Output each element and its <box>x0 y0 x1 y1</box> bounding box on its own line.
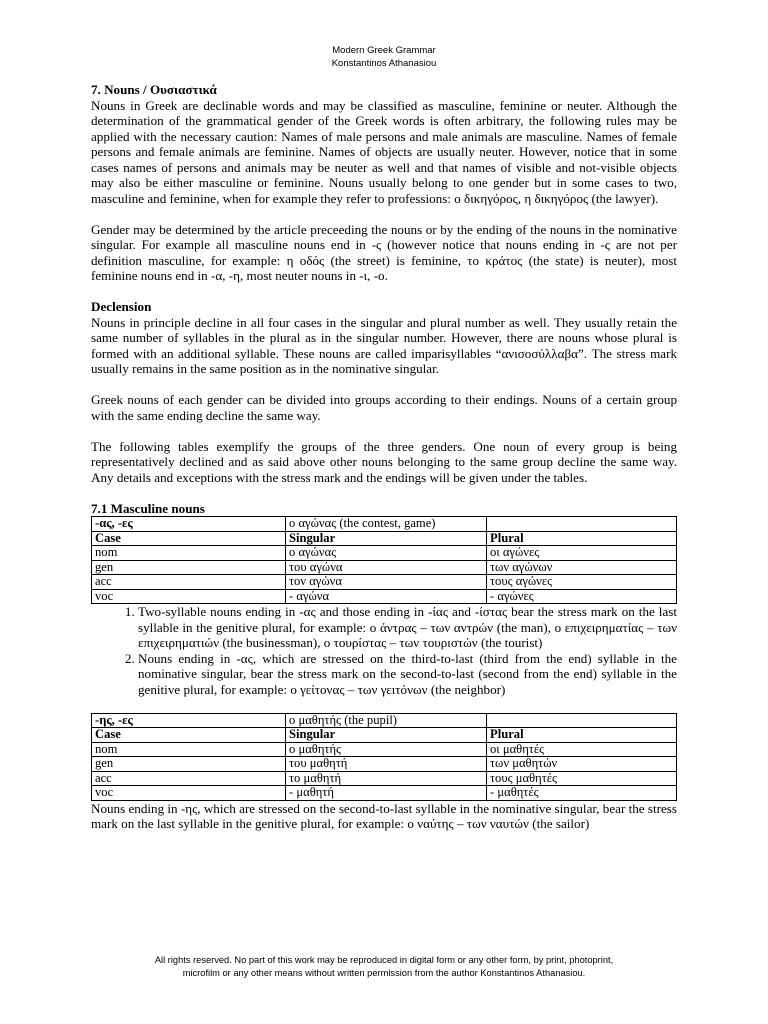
table-cell: των αγώνων <box>487 560 677 575</box>
table-row <box>92 560 677 575</box>
table-cell: nom <box>92 742 286 757</box>
table-row <box>92 589 677 604</box>
table-example: ο μαθητής (the pupil) <box>286 713 487 728</box>
declension-table-as <box>91 516 677 604</box>
table-cell: τον αγώνα <box>286 575 487 590</box>
declension-table-is <box>91 713 677 801</box>
table-header-plural: Plural <box>487 728 677 743</box>
document-body <box>91 82 677 832</box>
table-row <box>92 771 677 786</box>
table-cell: - αγώνα <box>286 589 487 604</box>
table-cell: nom <box>92 546 286 561</box>
table-header-case: Case <box>92 531 286 546</box>
table-cell: gen <box>92 560 286 575</box>
table-cell: gen <box>92 757 286 772</box>
copyright-footer <box>0 954 768 980</box>
list-item: 2. Nouns ending in -ας, which are stressed on the third-to-last (third from the end) syllable in the nominative singular, bear the stress mark on the second-to-last (second from the end) syllable in the genitive plural, for example: ο γείτονας – των γειτόνων (the neighbor) <box>138 651 677 698</box>
table-ending: -ης, -ες <box>92 713 286 728</box>
list-item: 1. Two-syllable nouns ending in -ας and those ending in -ίας and -ίστας bear the stress mark on the last syllable in the genitive plural, for example: ο άντρας – των αντρών (the man), ο επιχειρηματίας – των επιχειρηματιών (the businessman), ο τουρίστας – των τουριστών (the tourist) <box>138 604 677 651</box>
paragraph-nouns-intro: Nouns in Greek are declinable words and may be classified as masculine, feminine or neuter. Although the determination of the grammatical gender of the Greek words is often arbitrary, the following rules may be applied with the necessary caution: Names of male persons and male animals are masculine. Names of female persons and female animals are feminine. Names of objects are usually neuter. However, notice that in some cases names of persons and animals may be neuter as well and that names of visible and not-visible objects may also be either masculine or feminine. Nouns usually belong to one gender but in some cases to two, masculine and feminine, when for example they refer to professions: ο δικηγόρος, η δικηγόρος (the lawyer). <box>91 97 677 206</box>
table-cell: οι μαθητές <box>487 742 677 757</box>
table-header-singular: Singular <box>286 531 487 546</box>
table-cell: - μαθητές <box>487 786 677 801</box>
table-row <box>92 786 677 801</box>
section-title-nouns: 7. Nouns / Ουσιαστικά <box>91 82 217 97</box>
paragraph-declension-2: Greek nouns of each gender can be divided into groups according to their endings. Nouns of a certain group with the same ending decline the same way. <box>91 392 677 423</box>
paragraph-declension-1: Nouns in principle decline in all four cases in the singular and plural number as well. They usually retain the same number of syllables in the plural as in the singular number. However, there are nouns whose plural is formed with an additional syllable. These nouns are called imparisyllables “ανισοσύλλαβα”. The stress mark usually remains in the same position as in the nominative singular. <box>91 314 677 376</box>
table-cell: voc <box>92 786 286 801</box>
table-header-singular: Singular <box>286 728 487 743</box>
paragraph-gender: Gender may be determined by the article preceeding the nouns or by the ending of the nouns in the nominative singular. For example all masculine nouns end in -ς (however notice that nouns ending in -ς are not per definition masculine, for example: η οδός (the street) is feminine, το κράτος (the state) is neuter), most feminine nouns end in -α, -η, most neuter nouns in -ι, -ο. <box>91 221 677 283</box>
table-cell: - αγώνες <box>487 589 677 604</box>
table-empty-cell <box>487 713 677 728</box>
section-title-masculine: 7.1 Masculine nouns <box>91 500 205 516</box>
table-cell: acc <box>92 771 286 786</box>
paragraph-declension-3: The following tables exemplify the groups of the three genders. One noun of every group is being representatively declined and as said above other nouns belonging to the same group decline the same way. Any details and exceptions with the stress mark and the endings will be given under the tables. <box>91 438 677 485</box>
table-cell: - μαθητή <box>286 786 487 801</box>
section-title-declension: Declension <box>91 299 152 314</box>
table-cell: του μαθητή <box>286 757 487 772</box>
table-header-plural: Plural <box>487 531 677 546</box>
table-cell: ο αγώνας <box>286 546 487 561</box>
table-cell: ο μαθητής <box>286 742 487 757</box>
table-cell: τους αγώνες <box>487 575 677 590</box>
note-is-ending: Nouns ending in -ης, which are stressed on the second-to-last syllable in the nominative singular, bear the stress mark on the last syllable in the genitive plural, for example: ο ναύτης – των ναυτών (the sailor) <box>91 800 677 831</box>
header-author: Konstantinos Athanasiou <box>331 58 437 69</box>
table-cell: του αγώνα <box>286 560 487 575</box>
table-cell: voc <box>92 589 286 604</box>
table-cell: το μαθητή <box>286 771 487 786</box>
table-cell: των μαθητών <box>487 757 677 772</box>
notes-list-as <box>91 604 677 697</box>
page-header <box>0 44 768 70</box>
table-ending: -ας, -ες <box>92 517 286 532</box>
table-empty-cell <box>487 517 677 532</box>
footer-line-2: microfilm or any other means without written permission from the author Konstantinos Athanasiou. <box>182 968 586 978</box>
table-cell: acc <box>92 575 286 590</box>
table-cell: τους μαθητές <box>487 771 677 786</box>
table-header-case: Case <box>92 728 286 743</box>
table-row <box>92 742 677 757</box>
table-cell: οι αγώνες <box>487 546 677 561</box>
table-row <box>92 546 677 561</box>
table-row <box>92 575 677 590</box>
header-title: Modern Greek Grammar <box>332 45 436 56</box>
table-row <box>92 757 677 772</box>
footer-line-1: All rights reserved. No part of this work may be reproduced in digital form or any other form, by print, photoprint, <box>154 955 614 965</box>
table-example: ο αγώνας (the contest, game) <box>286 517 487 532</box>
